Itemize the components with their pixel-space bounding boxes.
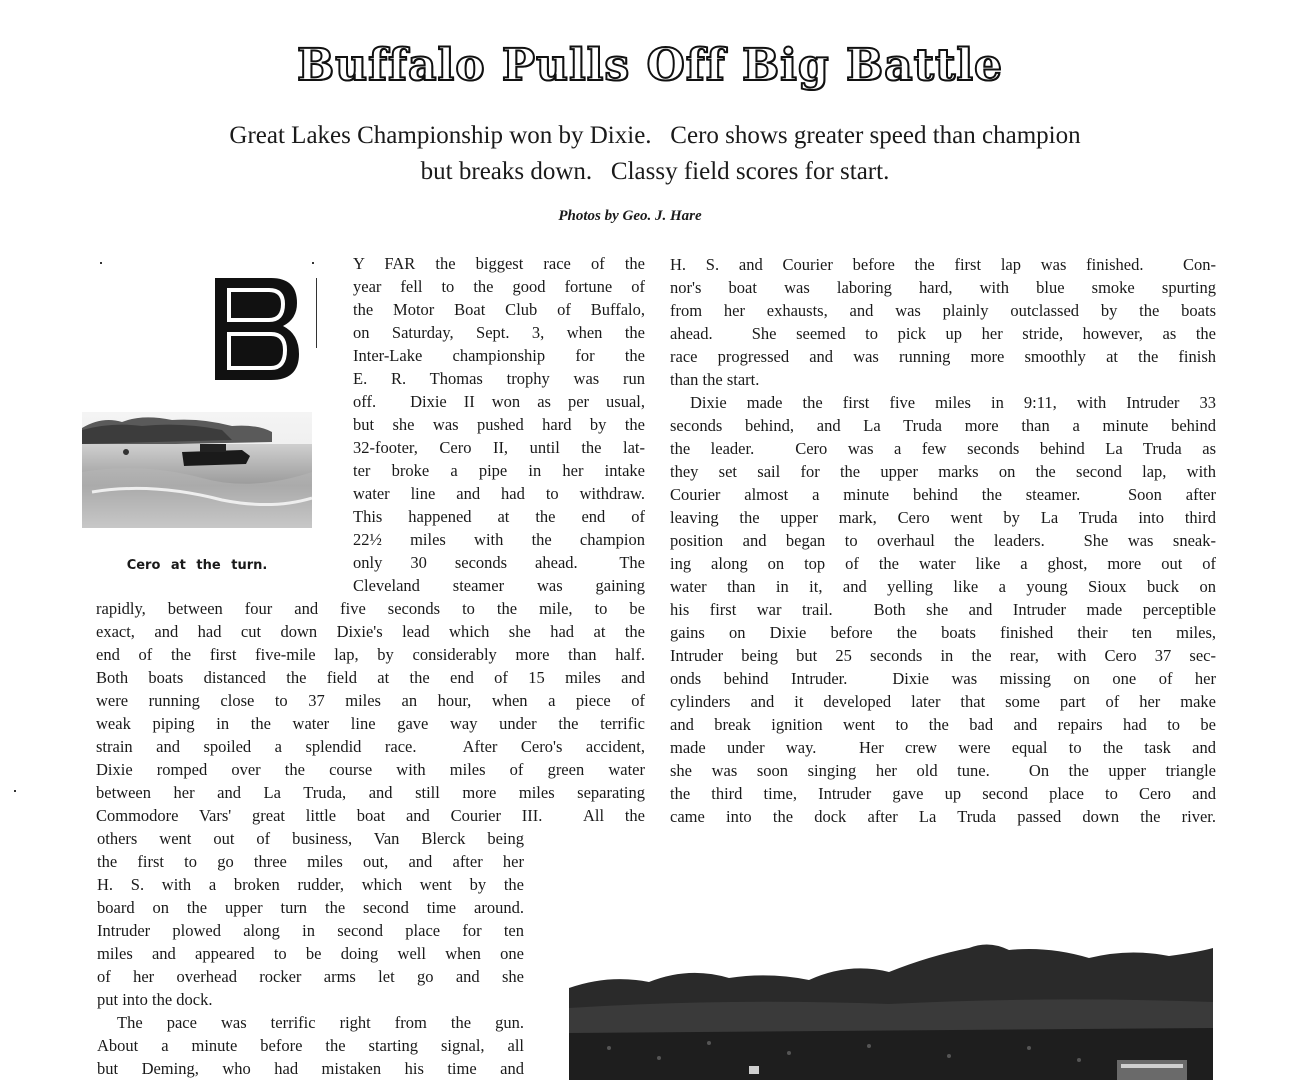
text-line: weak piping in the water line gave way under the terrific — [96, 714, 645, 733]
text-line: they set sail for the upper marks on the second lap, with — [670, 462, 1216, 481]
subtitle-line-2: but breaks down. Classy field scores for start. — [420, 158, 890, 185]
text-line: but she was pushed hard by the — [353, 415, 645, 434]
text-line: Dixie romped over the course with miles of green water — [96, 760, 645, 779]
text-line: nor's boat was laboring hard, with blue smoke spurting — [670, 278, 1216, 297]
text-line: position and began to overhaul the leaders. She was sneak- — [670, 531, 1216, 550]
text-line: The pace was terrific right from the gun. — [117, 1013, 524, 1032]
text-line: of her overhead rocker arms let go and she — [97, 967, 524, 986]
text-line: water than in it, and yelling like a young Sioux buck on — [670, 577, 1216, 596]
text-line: Y FAR the biggest race of the — [353, 254, 645, 273]
text-line: the leader. Cero was a few seconds behind La Truda as — [670, 439, 1216, 458]
text-line: About a minute before the starting signal, all — [97, 1036, 524, 1055]
text-line: H. S. and Courier before the first lap was finished. Con- — [670, 255, 1216, 274]
text-line: the Motor Boat Club of Buffalo, — [353, 300, 645, 319]
text-line: ahead. She seemed to pick up her stride, however, as the — [670, 324, 1216, 343]
text-line: seconds behind, and La Truda more than a minute behind — [670, 416, 1216, 435]
text-line: she was soon singing her old tune. On the upper triangle — [670, 761, 1216, 780]
text-line: made under way. Her crew were equal to the task and — [670, 738, 1216, 757]
text-line: onds behind Intruder. Dixie was missing on one of her — [670, 669, 1216, 688]
subtitle-line-1: Great Lakes Championship won by Dixie. Cero shows greater speed than champion — [229, 122, 1081, 149]
column-1-narrow — [97, 827, 524, 1080]
column-rule — [316, 278, 317, 348]
text-line: and break ignition went to the bad and repairs had to be — [670, 715, 1216, 734]
text-line: strain and spoiled a splendid race. After Cero's accident, — [96, 737, 645, 756]
drop-cap — [213, 276, 299, 382]
drop-cap-letter — [213, 276, 299, 382]
text-line: were running close to 37 miles an hour, when a piece of — [96, 691, 645, 710]
text-line: Intruder being but 25 seconds in the rear, with Cero 37 sec- — [670, 646, 1216, 665]
text-line: exact, and had cut down Dixie's lead which she had at the — [96, 622, 645, 641]
text-line: put into the dock. — [97, 990, 213, 1009]
column-2 — [670, 253, 1216, 828]
text-line: ter broke a pipe in her intake — [353, 461, 645, 480]
text-line: H. S. with a broken rudder, which went by the — [97, 875, 524, 894]
text-line: his first war trail. Both she and Intruder made perceptible — [670, 600, 1216, 619]
text-line: others went out of business, Van Blerck being — [97, 829, 524, 848]
text-line: This happened at the end of — [353, 507, 645, 526]
crowd-image — [569, 938, 1213, 1080]
text-line: came into the dock after La Truda passed down the river. — [670, 807, 1216, 826]
text-line: cylinders and it developed later that some part of her make — [670, 692, 1216, 711]
print-speck — [100, 262, 102, 264]
text-line: only 30 seconds ahead. The — [353, 553, 645, 572]
text-line: rapidly, between four and five seconds to the mile, to be — [96, 599, 645, 618]
text-line: Cleveland steamer was gaining — [353, 576, 645, 595]
column-1-top — [353, 252, 645, 597]
text-line: end of the first five-mile lap, by considerably more than half. — [96, 645, 645, 664]
text-line: Courier almost a minute behind the steamer. Soon after — [670, 485, 1216, 504]
text-line: E. R. Thomas trophy was run — [353, 369, 645, 388]
text-line: Inter-Lake championship for the — [353, 346, 645, 365]
text-line: year fell to the good fortune of — [353, 277, 645, 296]
article-title: Buffalo Pulls Off Big Battle — [296, 40, 1004, 91]
text-line: Intruder plowed along in second place for ten — [97, 921, 524, 940]
text-line: but Deming, who had mistaken his time and — [97, 1059, 524, 1078]
text-line: the first to go three miles out, and after her — [97, 852, 524, 871]
text-line: Commodore Vars' great little boat and Courier III. All the — [96, 806, 645, 825]
text-line: Both boats distanced the field at the end of 15 miles and — [96, 668, 645, 687]
boat-at-turn-image — [82, 412, 312, 528]
column-1-wide — [96, 597, 645, 827]
print-speck — [312, 262, 314, 264]
text-line: the third time, Intruder gave up second place to Cero and — [670, 784, 1216, 803]
text-line: off. Dixie II won as per usual, — [353, 392, 645, 411]
photo-caption: Cero at the turn. — [126, 558, 268, 573]
text-line: 22½ miles with the champion — [353, 530, 645, 549]
boat-photo — [82, 412, 312, 528]
text-line: from her exhausts, and was plainly outclassed by the boats — [670, 301, 1216, 320]
text-line: board on the upper turn the second time around. — [97, 898, 524, 917]
text-line: ing along on top of the water like a ghost, more out of — [670, 554, 1216, 573]
text-line: gains on Dixie before the boats finished their ten miles, — [670, 623, 1216, 642]
text-line: Dixie made the first five miles in 9:11, with Intruder 33 — [690, 393, 1216, 412]
text-line: leaving the upper mark, Cero went by La Truda into third — [670, 508, 1216, 527]
text-line: than the start. — [670, 370, 760, 389]
text-line: between her and La Truda, and still more miles separating — [96, 783, 645, 802]
print-speck — [14, 790, 16, 792]
text-line: on Saturday, Sept. 3, when the — [353, 323, 645, 342]
photo-credit: Photos by Geo. J. Hare — [558, 208, 702, 224]
crowd-photo — [569, 938, 1213, 1080]
text-line: 32-footer, Cero II, until the lat- — [353, 438, 645, 457]
text-line: water line and had to withdraw. — [353, 484, 645, 503]
text-line: miles and appeared to be doing well when one — [97, 944, 524, 963]
text-line: race progressed and was running more smoothly at the finish — [670, 347, 1216, 366]
article-subtitle — [140, 118, 1170, 190]
